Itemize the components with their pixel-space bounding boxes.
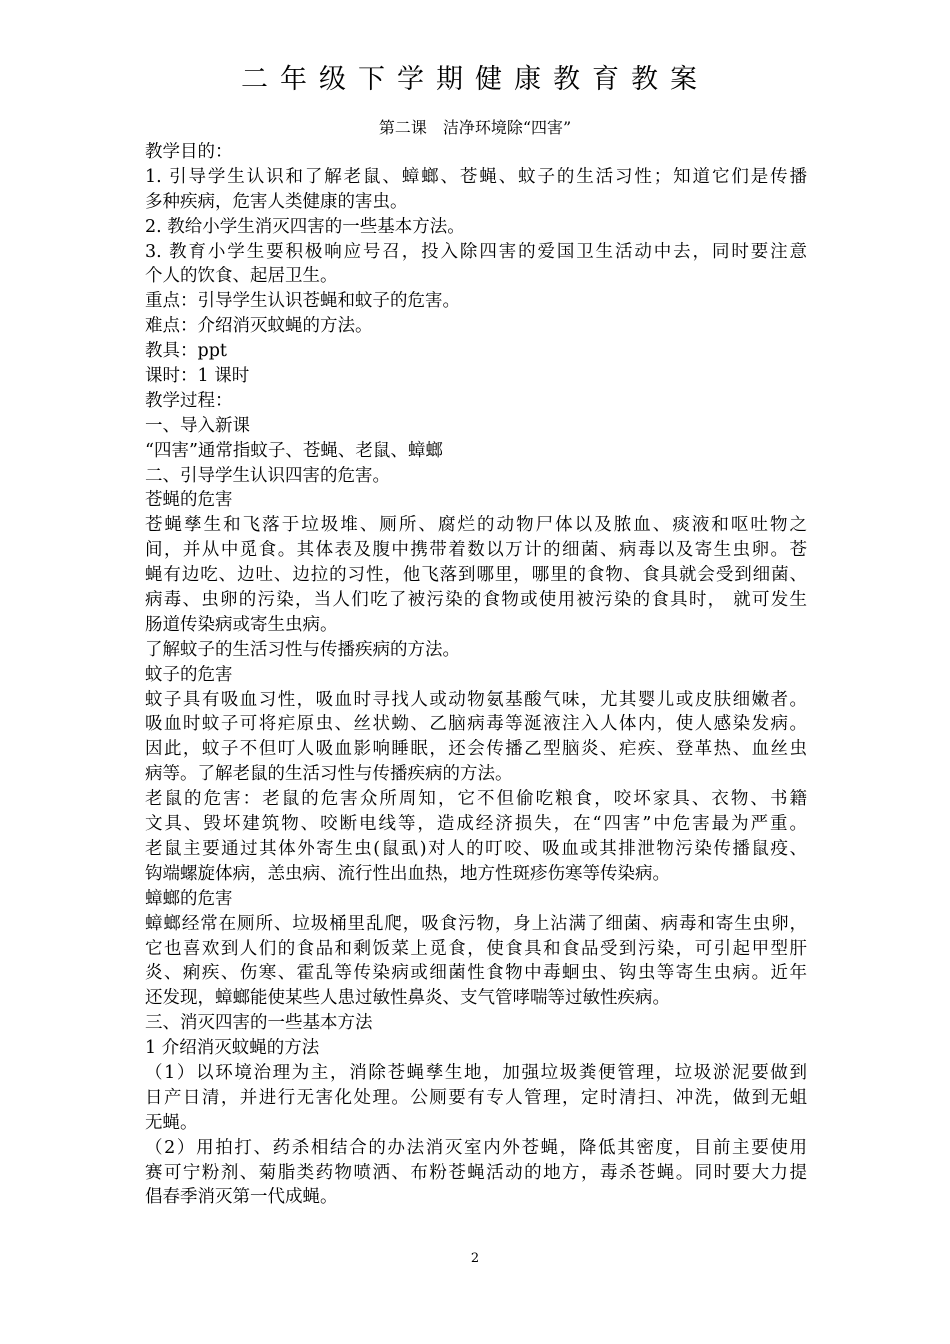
text-line: （1）以环境治理为主，消除苍蝇孳生地，加强垃圾粪便管理，垃圾淤泥要做到 bbox=[145, 1062, 807, 1083]
text-line: （2）用拍打、药杀相结合的办法消灭室内外苍蝇，降低其密度，目前主要使用 bbox=[145, 1137, 807, 1158]
text-line: 重点：引导学生认识苍蝇和蚊子的危害。 bbox=[145, 291, 460, 312]
text-line: 一、导入新课 bbox=[145, 415, 250, 436]
text-line: 蚊子具有吸血习性，吸血时寻找人或动物氨基酸气味，尤其婴儿或皮肤细嫩者。 bbox=[145, 689, 807, 710]
text-line: 它也喜欢到人们的食品和剩饭菜上觅食，使食具和食品受到污染，可引起甲型肝 bbox=[145, 938, 807, 959]
text-line: 因此，蚊子不但叮人吸血影响睡眠，还会传播乙型脑炎、疟疾、登革热、血丝虫 bbox=[145, 739, 807, 760]
page-number: 2 bbox=[470, 1251, 480, 1266]
text-line: 钩端螺旋体病，恙虫病、流行性出血热，地方性斑疹伤寒等传染病。 bbox=[145, 863, 670, 884]
text-line: 1 介绍消灭蚊蝇的方法 bbox=[145, 1038, 320, 1059]
text-line: 肠道传染病或寄生虫病。 bbox=[145, 614, 338, 635]
text-line: 倡春季消灭第一代成蝇。 bbox=[145, 1187, 338, 1208]
lesson-body bbox=[145, 140, 807, 1210]
text-line: 二、引导学生认识四害的危害。 bbox=[145, 465, 390, 486]
text-line: 赛可宁粉剂、菊脂类药物喷洒、布粉苍蝇活动的地方，毒杀苍蝇。同时要大力提 bbox=[145, 1162, 807, 1183]
text-line: 病毒、虫卵的污染，当人们吃了被污染的食物或使用被污染的食具时， 就可发生 bbox=[145, 590, 807, 611]
text-line: 蟑螂的危害 bbox=[145, 888, 233, 909]
text-line: 蝇有边吃、边吐、边拉的习性，他飞落到哪里，哪里的食物、食具就会受到细菌、 bbox=[145, 565, 807, 586]
text-line: 三、消灭四害的一些基本方法 bbox=[145, 1013, 373, 1034]
text-line: 蚊子的危害 bbox=[145, 664, 233, 685]
text-line: 蟑螂经常在厕所、垃圾桶里乱爬，吸食污物，身上沾满了细菌、病毒和寄生虫卵， bbox=[145, 913, 807, 934]
text-line: 吸血时蚊子可将疟原虫、丝状蚴、乙脑病毒等涎液注入人体内，使人感染发病。 bbox=[145, 714, 807, 735]
text-line: 1. 引导学生认识和了解老鼠、蟑螂、苍蝇、蚊子的生活习性；知道它们是传播 bbox=[145, 166, 807, 187]
text-line: 文具、毁坏建筑物、咬断电线等，造成经济损失，在“四害”中危害最为严重。 bbox=[145, 814, 807, 835]
text-line: 课时：1 课时 bbox=[145, 366, 250, 387]
text-line: 老鼠的危害：老鼠的危害众所周知，它不但偷吃粮食，咬坏家具、衣物、书籍 bbox=[145, 789, 807, 810]
text-line: 2. 教给小学生消灭四害的一些基本方法。 bbox=[145, 216, 465, 237]
text-line: 教学过程： bbox=[145, 390, 233, 411]
text-line: 苍蝇孳生和飞落于垃圾堆、厕所、腐烂的动物尸体以及脓血、痰液和呕吐物之 bbox=[145, 515, 807, 536]
text-line: 难点：介绍消灭蚊蝇的方法。 bbox=[145, 316, 373, 337]
text-line: 炎、痢疾、伤寒、霍乱等传染病或细菌性食物中毒蛔虫、钩虫等寄生虫病。近年 bbox=[145, 963, 807, 984]
text-line: 3. 教育小学生要积极响应号召，投入除四害的爱国卫生活动中去，同时要注意 bbox=[145, 241, 807, 262]
text-line: “四害”通常指蚊子、苍蝇、老鼠、蟑螂 bbox=[145, 440, 443, 461]
lesson-subtitle: 第二课 洁净环境除“四害” bbox=[378, 118, 572, 137]
text-line: 个人的饮食、起居卫生。 bbox=[145, 266, 338, 287]
text-line: 老鼠主要通过其体外寄生虫(鼠虱)对人的叮咬、吸血或其排泄物污染传播鼠疫、 bbox=[145, 838, 807, 859]
text-line: 无蝇。 bbox=[145, 1112, 198, 1133]
text-line: 教具：ppt bbox=[145, 341, 227, 362]
text-line: 日产日清，并进行无害化处理。公厕要有专人管理，定时清扫、冲洗，做到无蛆 bbox=[145, 1087, 807, 1108]
page-title: 二年级下学期健康教育教案 bbox=[241, 64, 709, 95]
text-line: 了解蚊子的生活习性与传播疾病的方法。 bbox=[145, 639, 460, 660]
text-line: 间，并从中觅食。其体表及腹中携带着数以万计的细菌、病毒以及寄生虫卵。苍 bbox=[145, 540, 807, 561]
text-line: 教学目的： bbox=[145, 142, 233, 162]
text-line: 病等。了解老鼠的生活习性与传播疾病的方法。 bbox=[145, 764, 513, 785]
text-line: 多种疾病，危害人类健康的害虫。 bbox=[145, 191, 408, 212]
text-line: 还发现，蟑螂能使某些人患过敏性鼻炎、支气管哮喘等过敏性疾病。 bbox=[145, 988, 670, 1009]
text-line: 苍蝇的危害 bbox=[145, 490, 233, 511]
